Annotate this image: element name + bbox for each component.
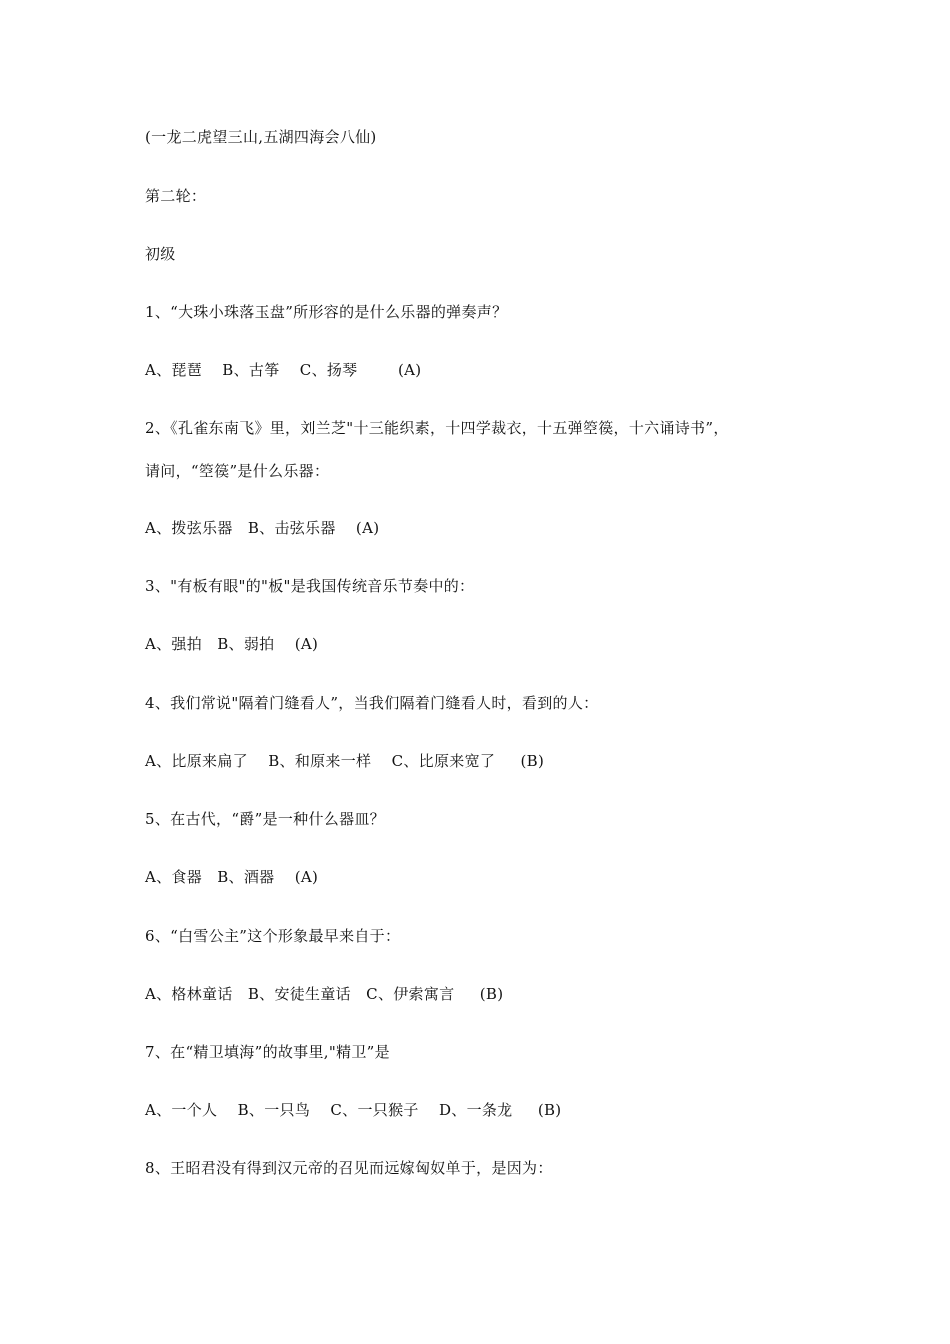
level-heading: 初级	[145, 245, 176, 263]
question-4: 4、我们常说"隔着门缝看人”，当我们隔着门缝看人时，看到的人：	[145, 694, 599, 712]
answer-options-2: A、拨弦乐器 B、击弦乐器 (A)	[145, 519, 380, 537]
question-7: 7、在“精卫填海”的故事里,"精卫”是	[145, 1043, 390, 1061]
slogan-line: (一龙二虎望三山,五湖四海会八仙)	[145, 128, 377, 146]
question-8: 8、王昭君没有得到汉元帝的召见而远嫁匈奴单于，是因为：	[145, 1159, 553, 1177]
answer-options-4: A、比原来扁了 B、和原来一样 C、比原来宽了 (B)	[145, 752, 545, 770]
answer-options-7: A、一个人 B、一只鸟 C、一只猴子 D、一条龙 (B)	[145, 1101, 562, 1119]
question-6: 6、“白雪公主”这个形象最早来自于：	[145, 927, 401, 945]
question-3: 3、"有板有眼"的"板"是我国传统音乐节奏中的：	[145, 577, 475, 595]
question-5: 5、在古代，“爵”是一种什么器皿？	[145, 810, 385, 828]
answer-options-3: A、强拍 B、弱拍 (A)	[145, 635, 319, 653]
question-2: 2、《孔雀东南飞》里，刘兰芝"十三能织素，十四学裁衣，十五弹箜篌，十六诵诗书”，	[145, 419, 729, 437]
question-1: 1、“大珠小珠落玉盘”所形容的是什么乐器的弹奏声？	[145, 303, 508, 321]
question-2-continued: 请问，“箜篌”是什么乐器：	[145, 462, 330, 480]
answer-options-1: A、琵琶 B、古筝 C、扬琴 (A)	[145, 361, 422, 379]
answer-options-5: A、食器 B、酒器 (A)	[145, 868, 319, 886]
answer-options-6: A、格林童话 B、安徒生童话 C、伊索寓言 (B)	[145, 985, 504, 1003]
round-heading: 第二轮：	[145, 187, 207, 205]
